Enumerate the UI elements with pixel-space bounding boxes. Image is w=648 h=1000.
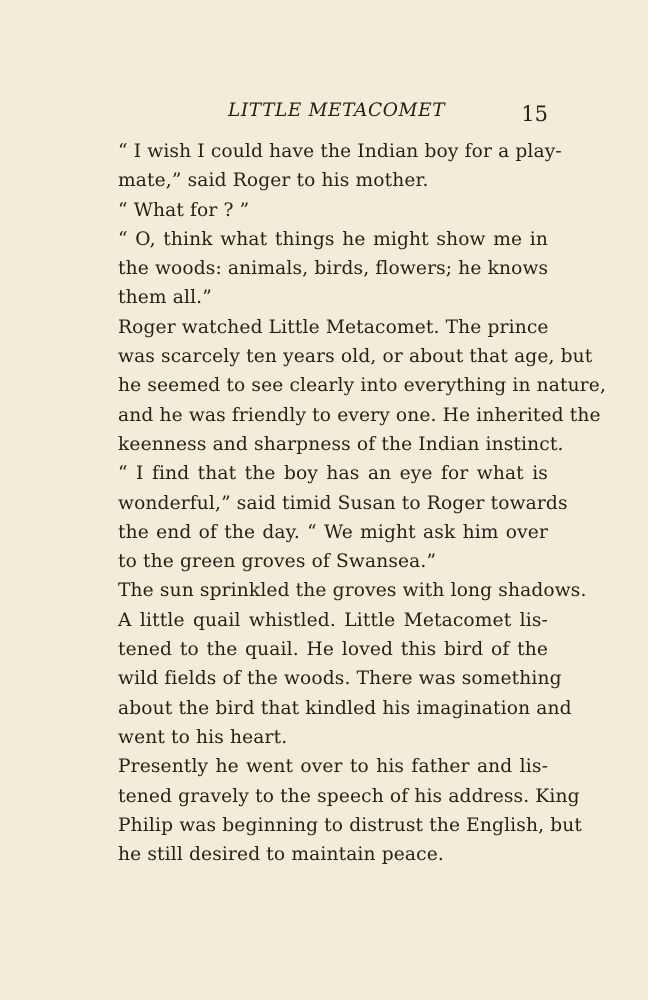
paragraph [100, 225, 548, 313]
text-line: tened gravely to the speech of his address. King [118, 785, 580, 807]
text-line: tened to the quail. He loved this bird of the [118, 639, 548, 661]
page-header [100, 100, 548, 130]
text-line: Philip was beginning to distrust the English, but [118, 814, 583, 836]
text-line: “ I wish I could have the Indian boy for a play- [118, 141, 562, 162]
text-line: went to his heart. [118, 726, 288, 748]
running-title: LITTLE METACOMET [228, 100, 446, 121]
text-line: A little quail whistled. Little Metacomet lis- [118, 609, 548, 631]
text-line: keenness and sharpness of the Indian instinct. [118, 433, 564, 455]
text-line: about the bird that kindled his imagination and [118, 697, 572, 719]
text-line: “ O, think what things he might show me in [118, 228, 548, 250]
text-line: the end of the day. “ We might ask him over [118, 521, 548, 543]
paragraph [100, 576, 587, 752]
text-line: them all.” [118, 287, 212, 309]
text-line: “ What for ? ” [118, 199, 250, 221]
text-line: wild fields of the woods. There was something [118, 668, 562, 690]
text-line: Presently he went over to his father and lis- [118, 756, 548, 778]
paragraph [100, 313, 607, 459]
text-line: Roger watched Little Metacomet. The prince [118, 316, 549, 338]
text-line: he still desired to maintain peace. [118, 844, 444, 866]
text-line: wonderful,” said timid Susan to Roger towards [118, 492, 568, 514]
text-line: he seemed to see clearly into everything in nature, [118, 375, 607, 397]
paragraph [100, 137, 562, 196]
text-line: mate,” said Roger to his mother. [118, 170, 429, 192]
page-number: 15 [521, 102, 548, 126]
paragraph [100, 752, 583, 869]
text-line: “ I find that the boy has an eye for what is [118, 463, 548, 485]
text-line: the woods: animals, birds, flowers; he knows [118, 258, 549, 280]
paragraph [100, 196, 548, 225]
body-text [100, 137, 607, 869]
text-line: and he was friendly to every one. He inherited the [118, 404, 601, 426]
paragraph [100, 459, 568, 576]
text-line: The sun sprinkled the groves with long shadows. [118, 580, 587, 602]
text-line: was scarcely ten years old, or about that age, but [118, 346, 593, 368]
text-line: to the green groves of Swansea.” [118, 551, 437, 573]
